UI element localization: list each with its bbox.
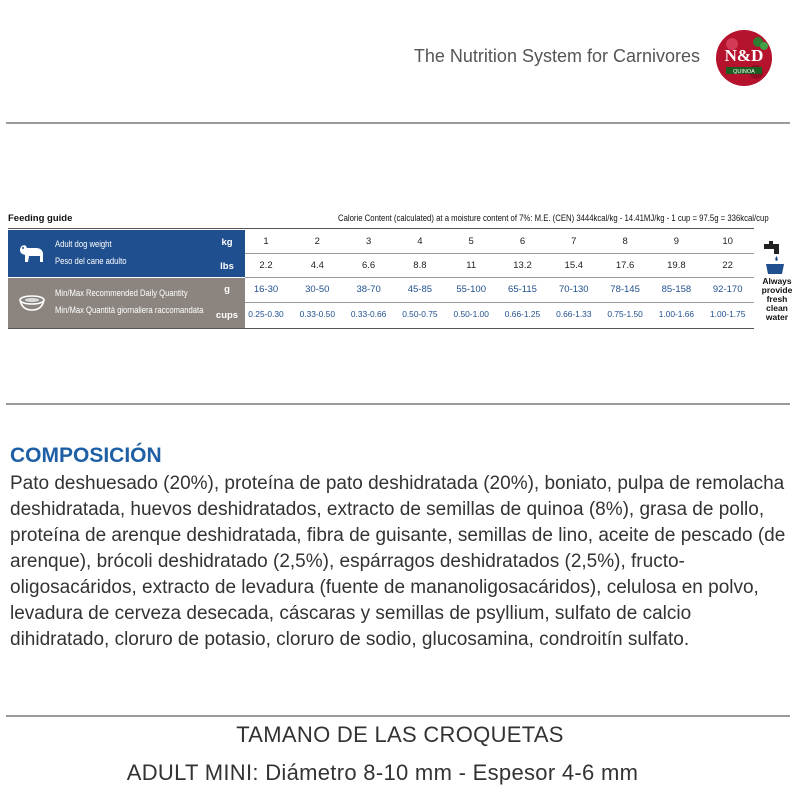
- divider-top: [6, 122, 790, 124]
- composition-title: COMPOSICIÓN: [10, 444, 162, 467]
- food-bowl-icon: [16, 292, 48, 314]
- quantity-label-it: Min/Max Quantità giornaliera raccomandata: [55, 305, 204, 315]
- unit-lbs: lbs: [220, 261, 234, 272]
- calorie-content: Calorie Content (calculated) at a moisture content of 7%: M.E. (CEN) 3444kcal/kg - 14.41MJ/kg - 1 cup = 97.5g = 336kcal/cup: [338, 213, 769, 223]
- quantity-band: [8, 278, 245, 328]
- cups-cell: 0.33-0.50: [299, 309, 335, 319]
- lbs-cell: 8.8: [413, 260, 427, 271]
- lbs-cell: 6.6: [361, 260, 376, 271]
- kibble-size-value: ADULT MINI: Diámetro 8-10 mm - Espesor 4-6 mm: [126, 760, 639, 785]
- kg-cell: 4: [417, 236, 423, 247]
- grams-cell: 70-130: [559, 284, 589, 295]
- unit-g: g: [224, 284, 230, 295]
- cups-cell: 0.75-1.50: [607, 309, 643, 319]
- kg-cell: 8: [622, 236, 628, 247]
- kg-cell: 5: [468, 236, 474, 247]
- lbs-cell: 4.4: [310, 260, 324, 271]
- cups-cell: 0.50-1.00: [453, 309, 489, 319]
- weight-label-it: Peso del cane adulto: [55, 256, 127, 266]
- kibble-size-title: TAMANO DE LAS CROQUETAS: [236, 722, 564, 747]
- kg-cell: 9: [673, 236, 680, 247]
- cups-cell: 0.50-0.75: [402, 309, 438, 319]
- weight-band: [8, 230, 245, 277]
- row-divider: [245, 277, 754, 278]
- lbs-cell: 22: [722, 260, 733, 271]
- cups-cell: 1.00-1.66: [658, 309, 695, 319]
- divider-bottom: [6, 715, 790, 717]
- kg-cell: 6: [519, 236, 526, 247]
- kg-cell: 7: [571, 236, 577, 247]
- kg-cell: 1: [263, 236, 269, 247]
- grams-cell: 30-50: [305, 284, 330, 295]
- cups-cell: 1.00-1.75: [709, 309, 746, 319]
- lbs-cell: 11: [466, 260, 477, 271]
- weight-label-en: Adult dog weight: [55, 239, 112, 249]
- row-divider: [245, 253, 754, 254]
- lbs-cell: 17.6: [615, 260, 635, 271]
- grams-cell: 92-170: [712, 284, 743, 295]
- grams-cell: 65-115: [508, 284, 537, 295]
- cups-cell: 0.66-1.25: [504, 309, 541, 319]
- svg-text:QUINOA: QUINOA: [733, 69, 755, 75]
- grams-cell: 38-70: [356, 284, 381, 295]
- feeding-guide-title: Feeding guide: [8, 213, 73, 224]
- divider-middle: [6, 403, 790, 405]
- brand-logo: [712, 24, 776, 88]
- water-note: Always provide fresh clean water: [761, 276, 793, 322]
- row-divider: [245, 302, 754, 303]
- water-tap-icon: [762, 240, 786, 276]
- kg-cell: 10: [722, 236, 733, 247]
- lbs-cell: 13.2: [513, 260, 532, 271]
- grams-cell: 78-145: [610, 284, 640, 295]
- kg-cell: 2: [314, 236, 320, 247]
- grams-cell: 55-100: [456, 284, 486, 295]
- unit-kg: kg: [221, 237, 233, 248]
- table-bottom-line: [8, 328, 754, 329]
- lbs-cell: 19.8: [667, 260, 686, 271]
- grams-cell: 85-158: [661, 284, 692, 295]
- table-top-line: [8, 228, 754, 229]
- lbs-cell: 15.4: [564, 260, 584, 271]
- kg-cell: 3: [365, 236, 372, 247]
- cups-cell: 0.25-0.30: [248, 309, 284, 319]
- unit-cups: cups: [215, 310, 239, 321]
- cups-cell: 0.33-0.66: [350, 309, 387, 319]
- grams-cell: 16-30: [253, 284, 279, 295]
- cups-cell: 0.66-1.33: [556, 309, 592, 319]
- tagline: The Nutrition System for Carnivores: [413, 46, 700, 66]
- composition-text: Pato deshuesado (20%), proteína de pato deshidratada (20%), boniato, pulpa de remolacha deshidratada, huevos deshidratados, extracto de semillas de quinoa (8%), grasa de pollo, proteína de arenque deshidratada, fibra de guisante, semillas de lino, aceite de pescado (de arenque), brócoli deshidratado (2,5%), espárragos deshidratados (2,5%), fructo-oligosacáridos, extracto de levadura (fuente de mananoligosacáridos), celulosa en polvo, levadura de cerveza desecada, cáscaras y semillas de psyllium, sulfato de calcio dihidratado, cloruro de potasio, cloruro de sodio, glucosamina, condroitín sulfato.: [10, 473, 786, 650]
- dog-icon: [16, 240, 48, 268]
- grams-cell: 45-85: [407, 284, 433, 295]
- quantity-label-en: Min/Max Recommended Daily Quantity: [55, 288, 188, 298]
- lbs-cell: 2.2: [259, 260, 273, 271]
- svg-text:N&D: N&D: [724, 46, 764, 65]
